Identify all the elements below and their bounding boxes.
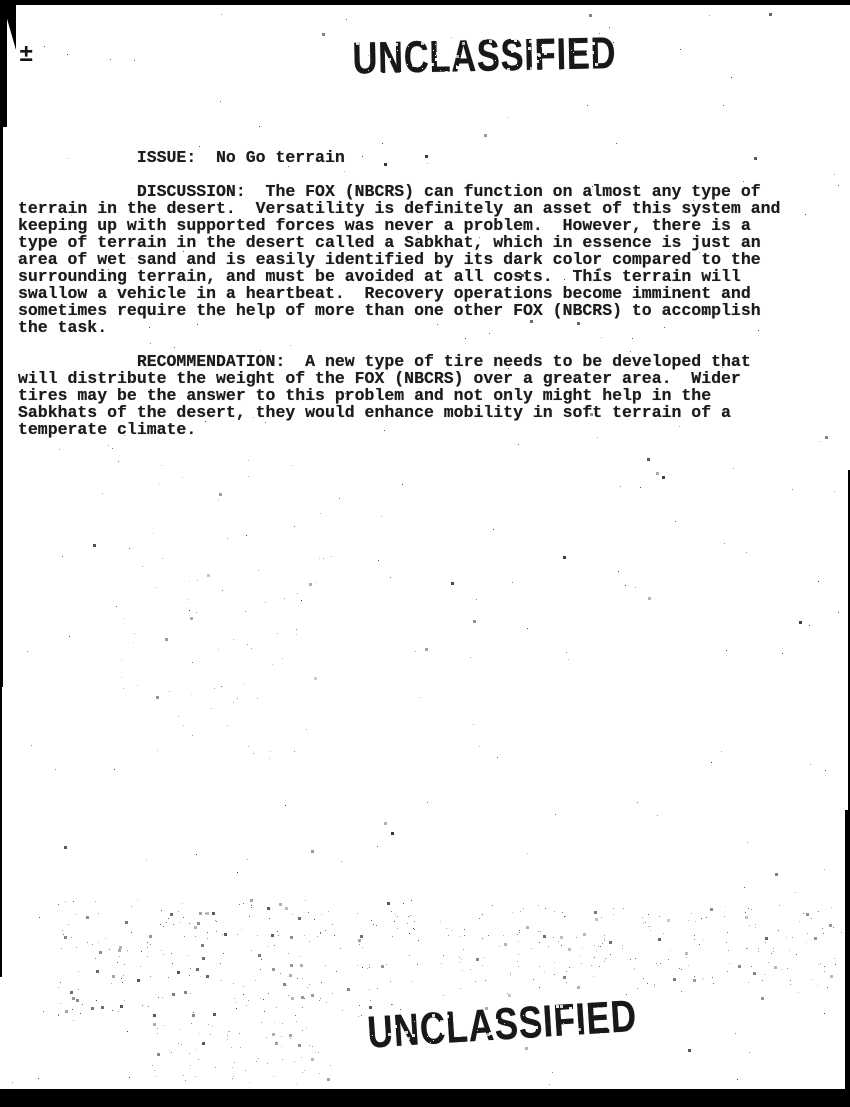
scan-edge-left <box>0 687 2 977</box>
doc-line-discussion: DISCUSSION: The FOX (NBCRS) can function on almost any type of <box>18 182 761 201</box>
doc-line: surrounding terrain, and must be avoided at all costs. This terrain will <box>18 267 741 286</box>
doc-line: Sabkhats of the desert, they would enhance mobility in soft terrain of a <box>18 403 731 422</box>
doc-line: temperate climate. <box>18 420 197 439</box>
scan-edge-right <box>845 810 850 1092</box>
doc-line: will distribute the weight of the FOX (NBCRS) over a greater area. Wider <box>18 369 741 388</box>
unclassified-stamp-top: UNCLASSIFIED <box>352 28 617 84</box>
doc-line: swallow a vehicle in a heartbeat. Recovery operations become imminent and <box>18 284 751 303</box>
plus-minus-margin-mark: ± <box>19 42 34 69</box>
doc-line-blank <box>18 336 780 353</box>
doc-line-issue: ISSUE: No Go terrain <box>18 148 345 167</box>
unclassified-stamp-bottom: UNCLASSIFIED <box>366 991 639 1058</box>
scan-edge-bottom <box>0 1089 850 1107</box>
doc-line: tires may be the answer to this problem and not only might help in the <box>18 386 712 405</box>
doc-line: sometimes require the help of more than one other FOX (NBCRS) to accomplish <box>18 301 761 320</box>
scan-edge-left <box>0 127 3 687</box>
doc-line: area of wet sand and is easily identified by its dark color compared to the <box>18 250 761 269</box>
doc-line-recommendation: RECOMMENDATION: A new type of tire needs to be developed that <box>18 352 751 371</box>
doc-line: keeping up with supported forces was never a problem. However, there is a <box>18 216 751 235</box>
doc-line: type of terrain in the desert called a Sabkhat, which in essence is just an <box>18 233 761 252</box>
doc-line-blank <box>18 166 780 183</box>
document-text <box>18 149 780 438</box>
scan-edge-left <box>0 5 7 127</box>
doc-line: the task. <box>18 318 108 337</box>
scan-edge-top <box>0 0 850 5</box>
doc-line: terrain in the desert. Versatility is definitely an asset of this system and <box>18 199 781 218</box>
